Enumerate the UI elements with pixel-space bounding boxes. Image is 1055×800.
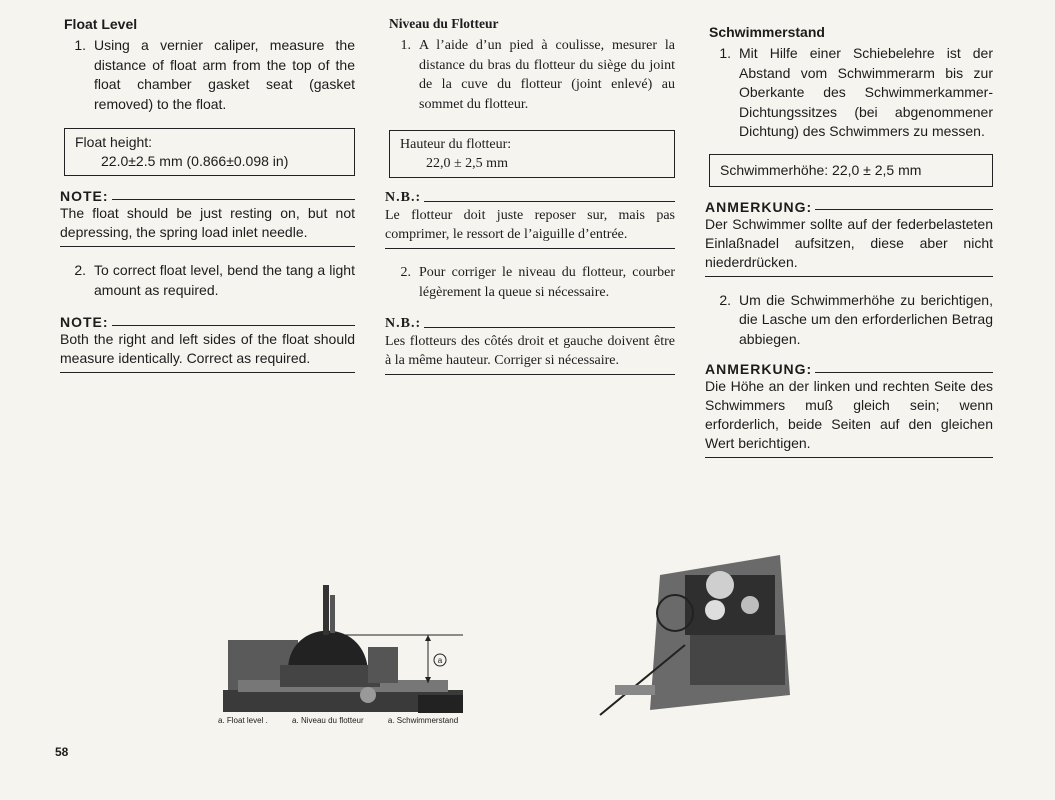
step-2 [385, 263, 675, 302]
step-number: 2. [719, 291, 731, 308]
note-text: Der Schwimmer sollte auf der federbelasteten Einlaßnadel aufsitzen, diese aber nicht niederdrücken. [705, 215, 993, 277]
note-heading-text: ANMERKUNG: [705, 198, 813, 215]
note-heading-text: ANMERKUNG: [705, 361, 813, 377]
figure-captions [218, 716, 480, 725]
step-text: Mit Hilfe einer Schiebelehre ist der Abstand vom Schwimmerarm bis zur Oberkante des Schwimmerkammer-Dichtungssitzes (bei abgenommener Dichtung) des Schwimmers zu messen. [739, 45, 993, 139]
caption-french: a. Niveau du flotteur [292, 716, 364, 725]
note-heading [385, 316, 675, 332]
note-text: The float should be just resting on, but not depressing, the spring load inlet needle. [60, 204, 355, 247]
float-level-photo [218, 555, 468, 715]
section-title: Schwimmerstand [709, 24, 825, 40]
page-number: 58 [55, 745, 69, 759]
caption-english: a. Float level . [218, 716, 268, 725]
divider [112, 325, 355, 326]
caption-german: a. Schwimmerstand [387, 716, 459, 725]
spec-value: Schwimmerhöhe: 22,0 ± 2,5 mm [720, 161, 922, 178]
callout-label: a [437, 656, 443, 665]
spec-box [709, 154, 993, 187]
spec-box [64, 128, 355, 176]
section-title: Float Level [64, 16, 138, 32]
step-text: Using a vernier caliper, measure the distance of float arm from the top of the float chamber gasket seat (gasket removed) to the float. [94, 37, 355, 112]
step-number: 2. [400, 265, 411, 280]
divider [424, 201, 675, 202]
step-text: Pour corriger le niveau du flotteur, courber légèrement la queue si nécessaire. [419, 265, 675, 300]
divider [112, 199, 355, 200]
divider [815, 372, 993, 373]
note-heading [60, 188, 355, 204]
spec-value: 22.0±2.5 mm (0.866±0.098 in) [101, 153, 289, 169]
note-heading [60, 314, 355, 330]
note-heading-text: N.B.: [385, 190, 422, 205]
step-number: 2. [74, 262, 86, 278]
carburetor-photo [590, 535, 800, 720]
note-heading-text: N.B.: [385, 316, 422, 331]
step-number: 1. [719, 45, 731, 61]
note-heading [705, 361, 993, 377]
step-1 [60, 36, 355, 114]
note-heading-text: NOTE: [60, 188, 109, 204]
note-heading [705, 199, 993, 215]
step-number: 1. [74, 37, 86, 53]
note-text: Die Höhe an der linken und rechten Seite des Schwimmers muß gleich sein; wenn erforderlich, beide Seiten auf den gleichen Wert berichtigen. [705, 377, 993, 458]
note-text: Le flotteur doit juste reposer sur, mais pas comprimer, le ressort de l’aiguille d’entrée. [385, 206, 675, 249]
step-1 [705, 44, 993, 142]
note-heading [385, 190, 675, 206]
note-text: Les flotteurs des côtés droit et gauche doivent être à la même hauteur. Corriger si nécessaire. [385, 332, 675, 375]
note-heading-text: NOTE: [60, 314, 109, 330]
french-column [385, 14, 675, 389]
spec-box [389, 130, 675, 178]
spec-value: 22,0 ± 2,5 mm [426, 156, 508, 171]
spec-label: Float height: [75, 134, 153, 150]
step-1 [385, 36, 675, 114]
step-2 [705, 291, 993, 350]
german-column [705, 14, 993, 472]
section-title: Niveau du Flotteur [389, 16, 499, 31]
divider [424, 327, 675, 328]
step-text: To correct float level, bend the tang a light amount as required. [94, 262, 355, 298]
step-text: A l’aide d’un pied à coulisse, mesurer la distance du bras du flotteur du siège du joint de la cuve du flotteur (joint enlevé) au sommet du flotteur. [419, 38, 675, 112]
english-column [60, 14, 355, 387]
figure-area [0, 520, 1055, 750]
step-text: Um die Schwimmerhöhe zu berichtigen, die Lasche um den erforderlichen Betrag abbiegen. [739, 291, 993, 347]
step-number: 1. [400, 38, 411, 53]
note-text: Both the right and left sides of the float should measure identically. Correct as required. [60, 330, 355, 373]
spec-label: Hauteur du flotteur: [400, 137, 512, 152]
divider [815, 209, 993, 210]
step-2 [60, 261, 355, 300]
